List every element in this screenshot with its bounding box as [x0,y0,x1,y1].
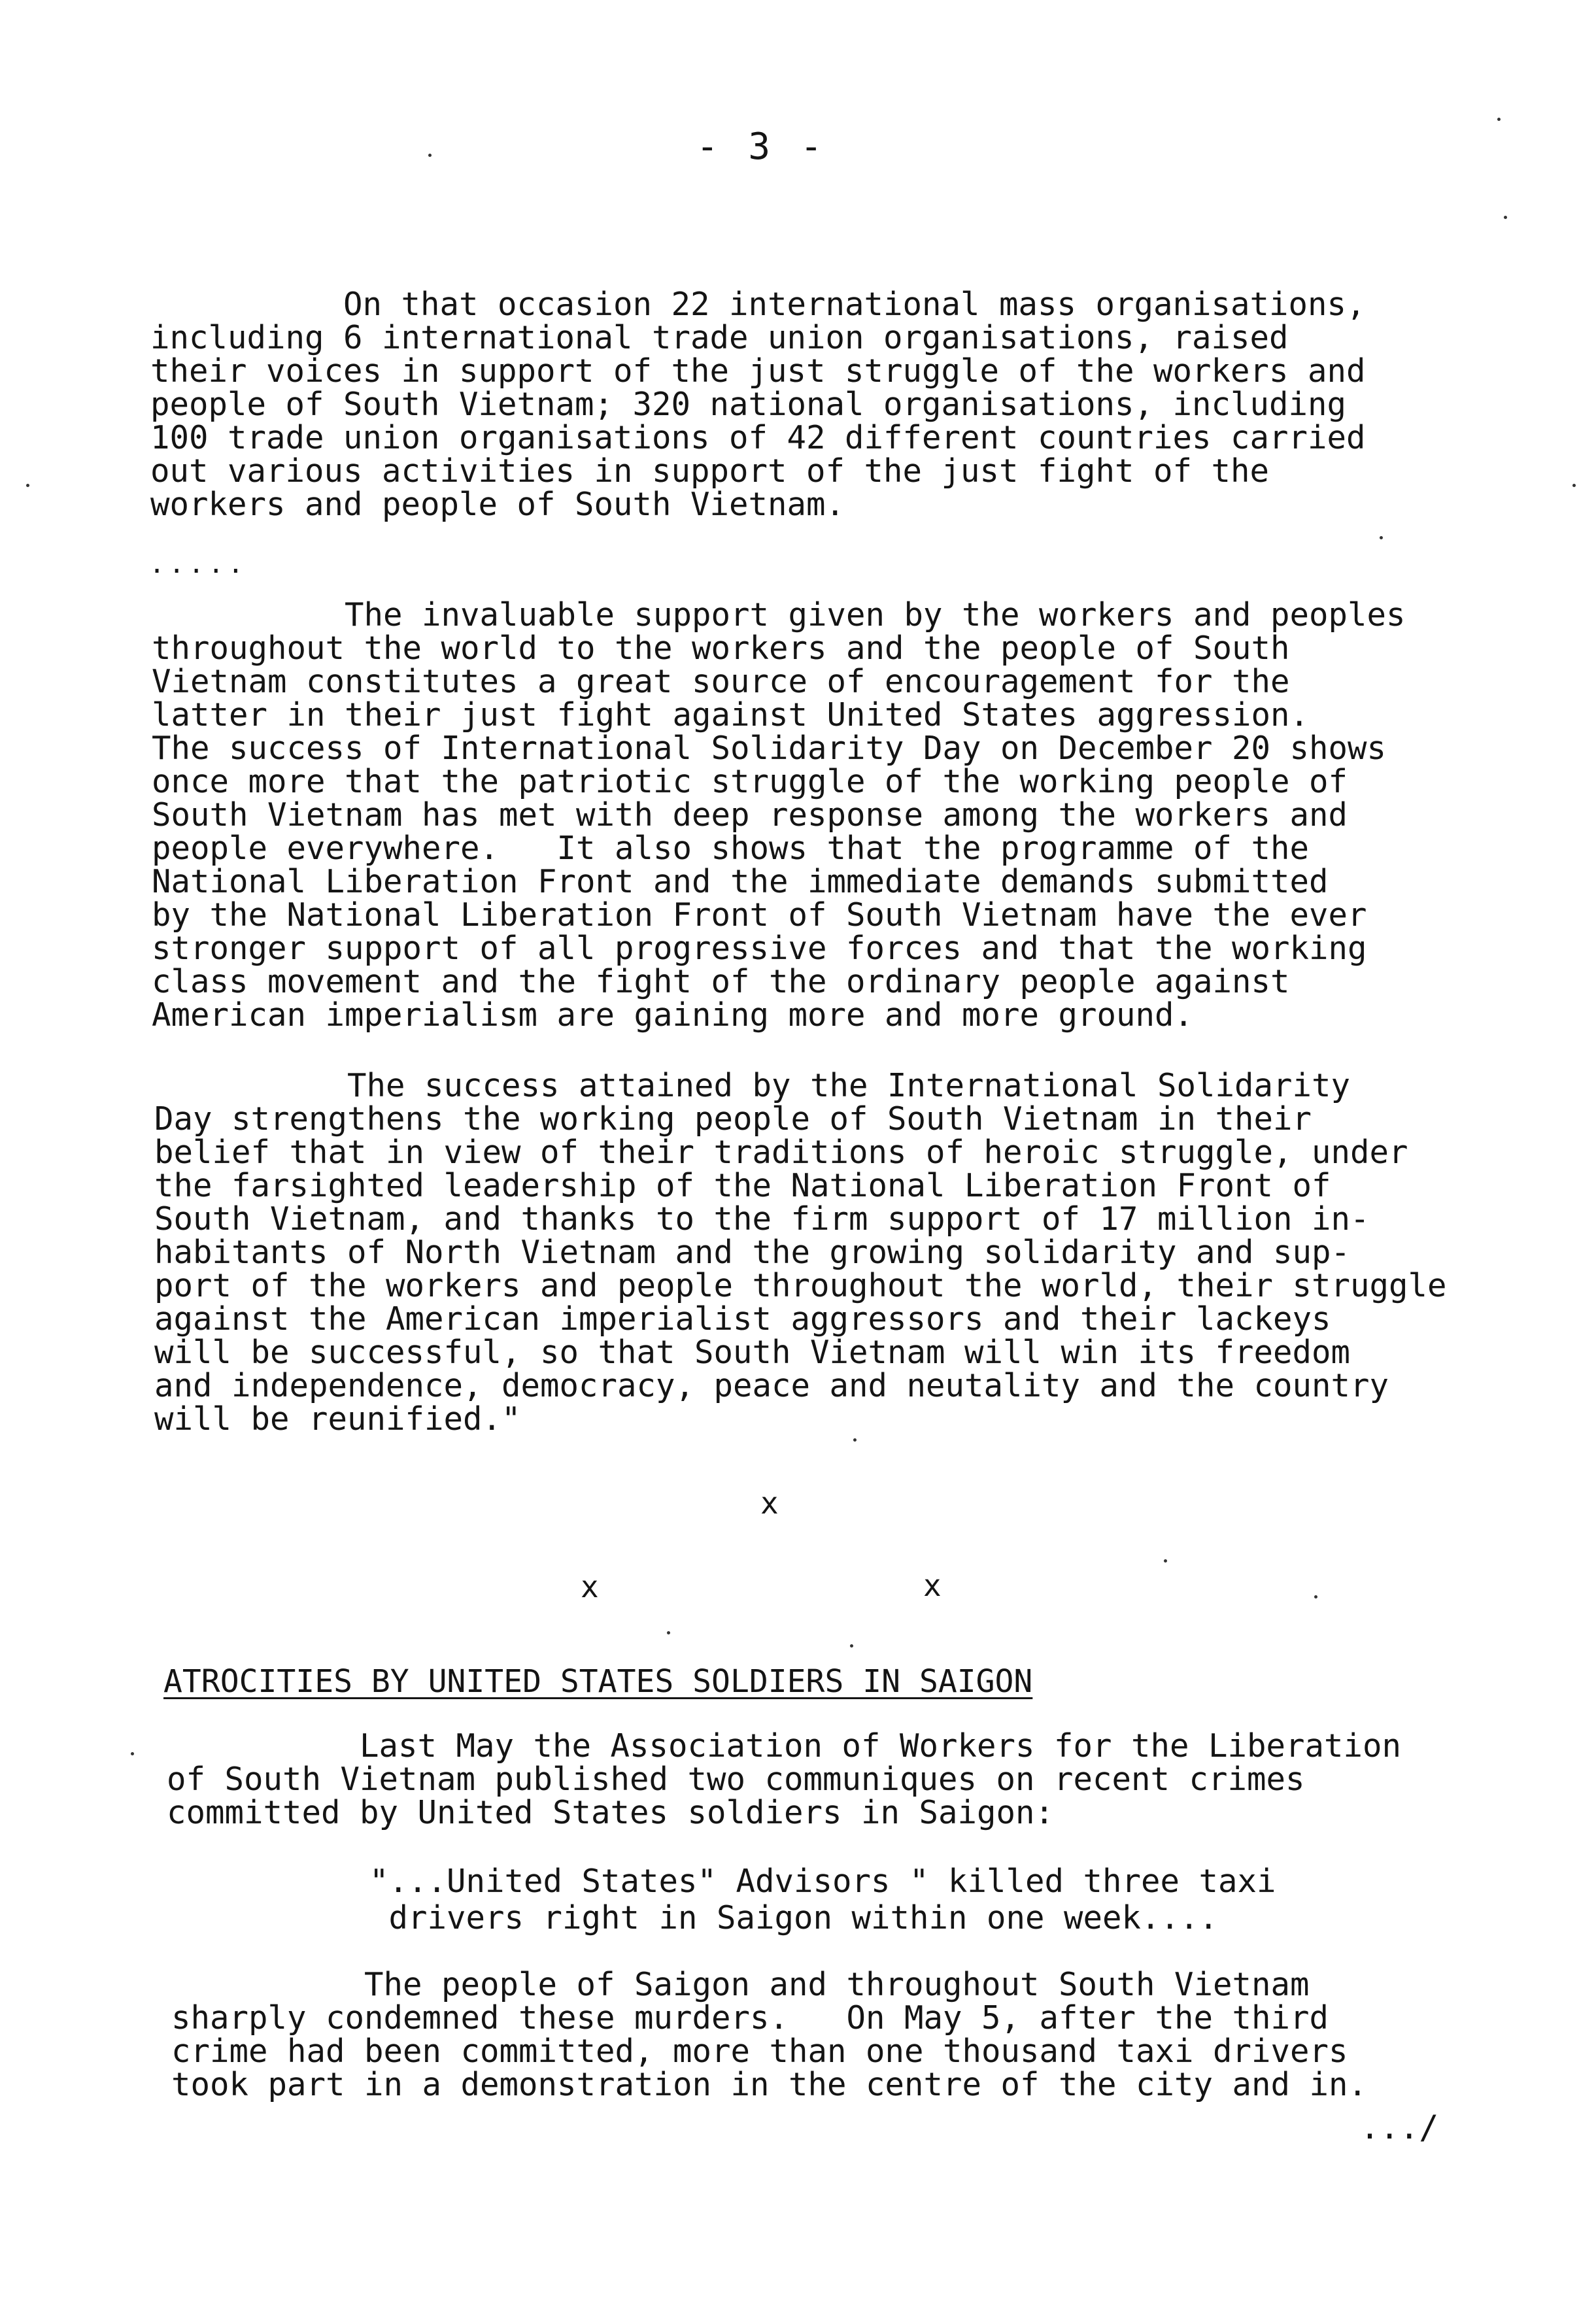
scan-speck [131,1752,134,1755]
scan-speck [26,484,29,487]
separator-mark: x [581,1569,599,1604]
paragraph-5 [171,1968,1367,2101]
paragraph-line: Vietnam constitutes a great source of encouragement for the [152,663,1290,700]
paragraph-line: 100 trade union organisations of 42 different countries carried [150,419,1366,456]
paragraph-line: sharply condemned these murders. On May 5, after the third [171,1999,1329,2037]
quote-line: "...United States" Advisors " killed three taxi [369,1863,1276,1900]
paragraph-line: against the American imperialist aggressors and their lackeys [154,1300,1331,1338]
paragraph-line: The people of Saigon and throughout South Vietnam [171,1966,1310,2003]
scan-speck [1380,536,1383,539]
paragraph-line: South Vietnam has met with deep response among the workers and [152,796,1348,834]
paragraph-line: out various activities in support of the just fight of the [150,452,1270,490]
separator-mark: x [760,1485,779,1521]
paragraph-line: class movement and the fight of the ordinary people against [152,963,1290,1000]
scan-speck [1497,118,1501,121]
paragraph-line: workers and people of South Vietnam. [150,486,845,523]
paragraph-line: crime had been committed, more than one thousand taxi drivers [171,2033,1348,2070]
paragraph-line: will be successful, so that South Vietnam will win its freedom [154,1334,1351,1371]
paragraph-line: On that occasion 22 international mass organisations, [150,286,1366,323]
scan-speck [1504,216,1507,219]
paragraph-line: latter in their just fight against United States aggression. [152,696,1310,734]
paragraph-line: and independence, democracy, peace and neutality and the country [154,1367,1389,1404]
paragraph-line: the farsighted leadership of the National Liberation Front of [154,1167,1331,1204]
scan-speck [1572,484,1576,487]
section-heading: ATROCITIES BY UNITED STATES SOLDIERS IN SAIGON [163,1663,1033,1700]
paragraph-line: port of the workers and people throughout the world, their struggle [154,1267,1447,1304]
paragraph-line: The invaluable support given by the workers and peoples [152,596,1406,634]
quote-block [369,1863,1276,1936]
paragraph-line: habitants of North Vietnam and the growing solidarity and sup- [154,1234,1351,1271]
paragraph-line: people everywhere. It also shows that the programme of the [152,830,1310,867]
paragraph-line: Day strengthens the working people of South Vietnam in their [154,1100,1312,1138]
paragraph-1 [150,288,1366,521]
page-number: - 3 - [696,126,826,168]
separator-mark: x [923,1568,942,1603]
ellipsis-mark: ..... [149,549,248,579]
paragraph-line: The success attained by the International Solidarity [154,1067,1351,1104]
paragraph-4 [167,1729,1401,1829]
paragraph-line: Last May the Association of Workers for the Liberation [167,1727,1402,1765]
scan-speck [1314,1595,1317,1598]
paragraph-line: by the National Liberation Front of South Vietnam have the ever [152,896,1367,934]
scan-speck [1164,1559,1167,1563]
paragraph-line: National Liberation Front and the immediate demands submitted [152,863,1329,900]
paragraph-line: of South Vietnam published two communiques on recent crimes [167,1761,1305,1798]
scan-speck [850,1644,853,1648]
quote-line: drivers right in Saigon within one week.... [369,1899,1219,1936]
paragraph-line: will be reunified." [154,1400,521,1438]
paragraph-line: including 6 international trade union organisations, raised [150,319,1289,356]
paragraph-line: committed by United States soldiers in Saigon: [167,1794,1055,1831]
paragraph-line: The success of International Solidarity Day on December 20 shows [152,730,1387,767]
paragraph-line: people of South Vietnam; 320 national organisations, including [150,386,1347,423]
paragraph-line: stronger support of all progressive forces and that the working [152,930,1367,967]
scan-speck [853,1438,857,1442]
scan-speck [428,154,432,157]
paragraph-line: their voices in support of the just struggle of the workers and [150,352,1366,390]
paragraph-line: took part in a demonstration in the centre of the city and in. [171,2066,1368,2103]
paragraph-line: throughout the world to the workers and the people of South [152,630,1290,667]
paragraph-line: South Vietnam, and thanks to the firm support of 17 million in- [154,1200,1370,1238]
scan-speck [667,1631,670,1634]
continuation-mark: .../ [1360,2108,1439,2146]
paragraph-line: American imperialism are gaining more and more ground. [152,996,1194,1034]
paragraph-3 [154,1069,1447,1436]
paragraph-2 [152,598,1406,1032]
paragraph-line: once more that the patriotic struggle of the working people of [152,763,1348,800]
paragraph-line: belief that in view of their traditions of heroic struggle, under [154,1134,1408,1171]
